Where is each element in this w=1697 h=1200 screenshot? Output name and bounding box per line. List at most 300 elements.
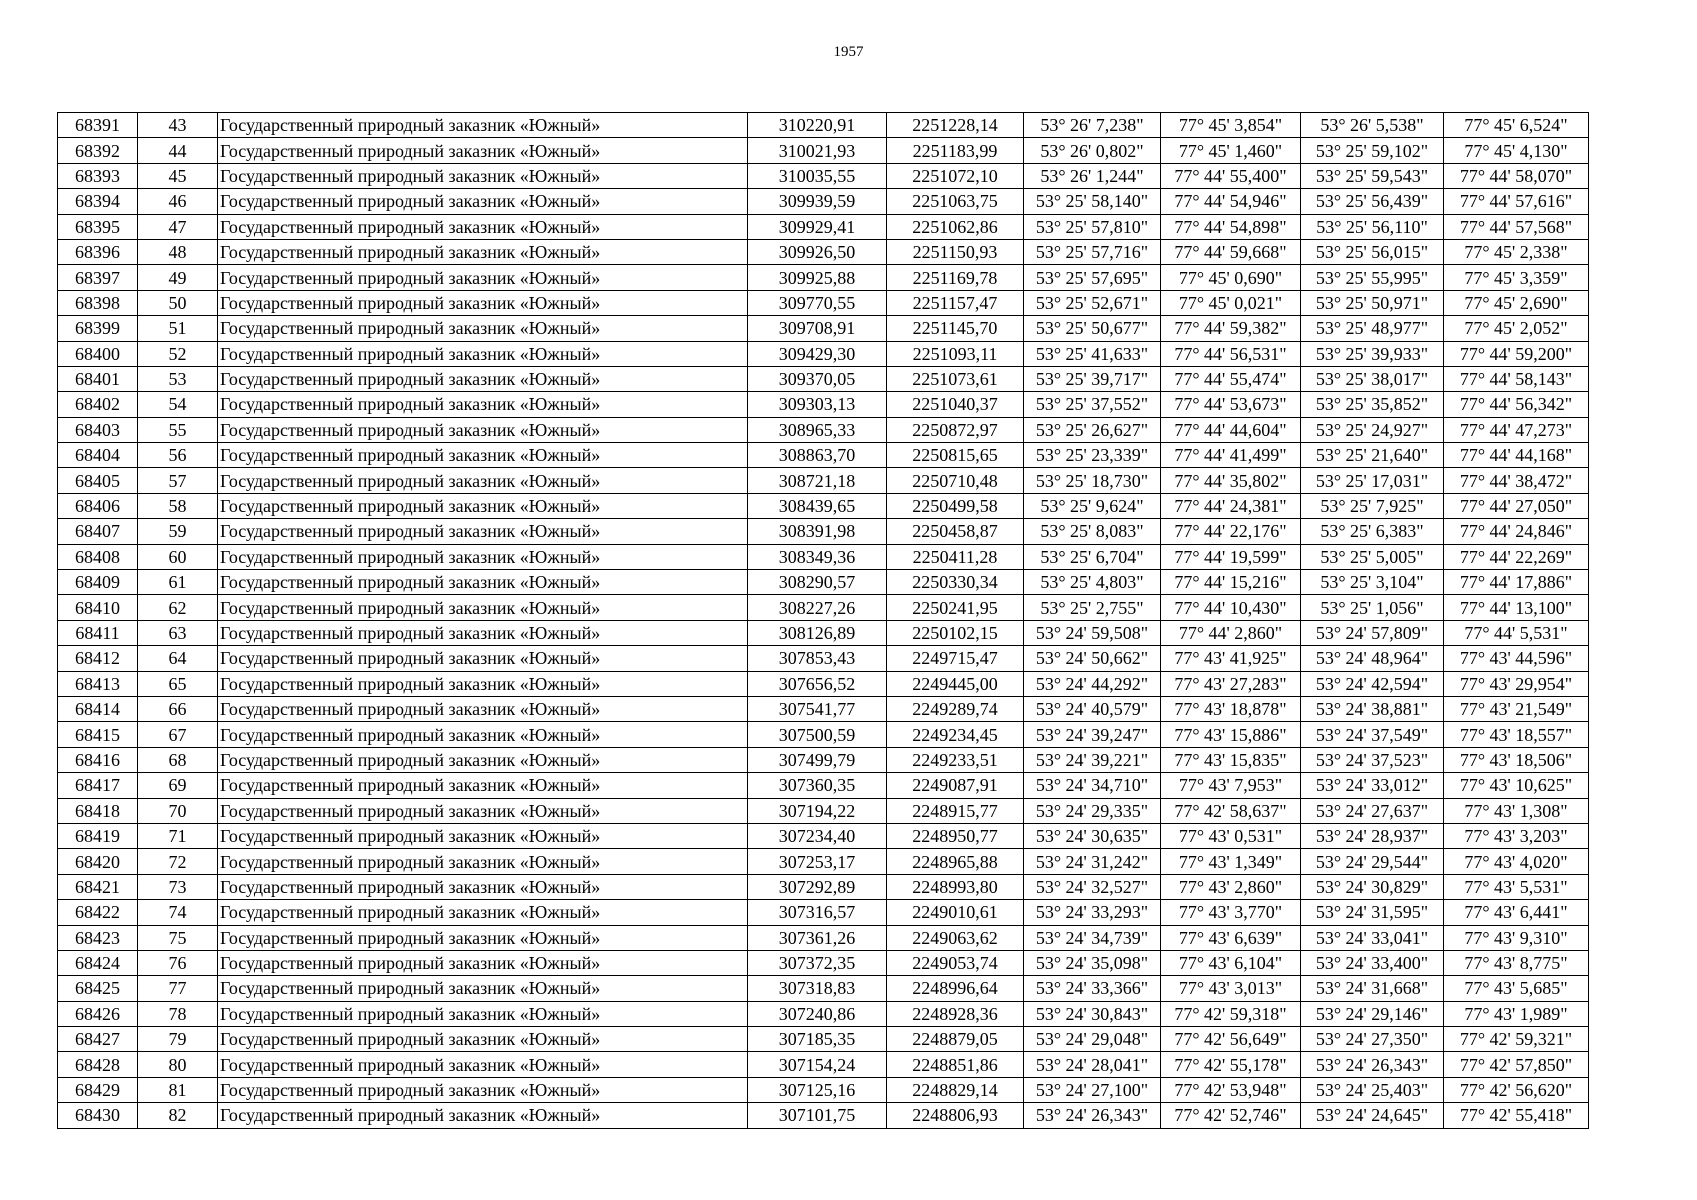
cell-area-name: Государственный природный заказник «Южный» <box>218 823 748 848</box>
cell-longitude-1: 77° 44' 19,599" <box>1161 544 1301 569</box>
cell-y-coordinate: 2250458,87 <box>887 519 1024 544</box>
cell-longitude-1: 77° 45' 0,021" <box>1161 290 1301 315</box>
cell-area-name: Государственный природный заказник «Южный» <box>218 747 748 772</box>
cell-point-number: 64 <box>138 646 218 671</box>
cell-latitude-2: 53° 25' 35,852" <box>1301 392 1444 417</box>
cell-area-name: Государственный природный заказник «Южный» <box>218 493 748 518</box>
cell-x-coordinate: 307154,24 <box>748 1052 887 1077</box>
cell-area-name: Государственный природный заказник «Южный» <box>218 468 748 493</box>
cell-area-name: Государственный природный заказник «Южный» <box>218 366 748 391</box>
table-row <box>58 646 1589 671</box>
cell-point-number: 72 <box>138 849 218 874</box>
cell-x-coordinate: 309925,88 <box>748 265 887 290</box>
cell-longitude-2: 77° 44' 57,616" <box>1444 189 1589 214</box>
cell-latitude-1: 53° 24' 40,579" <box>1024 696 1161 721</box>
cell-record-id: 68399 <box>58 316 138 341</box>
cell-latitude-1: 53° 25' 18,730" <box>1024 468 1161 493</box>
cell-area-name: Государственный природный заказник «Южный» <box>218 214 748 239</box>
table-row <box>58 113 1589 138</box>
table-row <box>58 595 1589 620</box>
cell-longitude-2: 77° 44' 27,050" <box>1444 493 1589 518</box>
cell-area-name: Государственный природный заказник «Южный» <box>218 163 748 188</box>
table-row <box>58 1052 1589 1077</box>
cell-record-id: 68424 <box>58 950 138 975</box>
cell-area-name: Государственный природный заказник «Южный» <box>218 874 748 899</box>
cell-latitude-1: 53° 25' 2,755" <box>1024 595 1161 620</box>
cell-record-id: 68393 <box>58 163 138 188</box>
cell-latitude-1: 53° 25' 57,716" <box>1024 239 1161 264</box>
cell-y-coordinate: 2251073,61 <box>887 366 1024 391</box>
cell-longitude-2: 77° 45' 4,130" <box>1444 138 1589 163</box>
cell-record-id: 68416 <box>58 747 138 772</box>
cell-longitude-1: 77° 43' 15,835" <box>1161 747 1301 772</box>
cell-longitude-2: 77° 43' 5,531" <box>1444 874 1589 899</box>
cell-longitude-1: 77° 43' 41,925" <box>1161 646 1301 671</box>
cell-longitude-1: 77° 42' 58,637" <box>1161 798 1301 823</box>
table-row <box>58 1103 1589 1128</box>
cell-y-coordinate: 2251072,10 <box>887 163 1024 188</box>
cell-y-coordinate: 2250241,95 <box>887 595 1024 620</box>
cell-record-id: 68415 <box>58 722 138 747</box>
cell-latitude-1: 53° 25' 41,633" <box>1024 341 1161 366</box>
cell-record-id: 68408 <box>58 544 138 569</box>
cell-point-number: 75 <box>138 925 218 950</box>
cell-x-coordinate: 307360,35 <box>748 773 887 798</box>
cell-x-coordinate: 307316,57 <box>748 900 887 925</box>
cell-record-id: 68400 <box>58 341 138 366</box>
cell-area-name: Государственный природный заказник «Южный» <box>218 443 748 468</box>
cell-longitude-2: 77° 43' 10,625" <box>1444 773 1589 798</box>
cell-x-coordinate: 307372,35 <box>748 950 887 975</box>
table-row <box>58 163 1589 188</box>
cell-latitude-2: 53° 25' 1,056" <box>1301 595 1444 620</box>
table-row <box>58 620 1589 645</box>
cell-longitude-1: 77° 44' 44,604" <box>1161 417 1301 442</box>
cell-latitude-1: 53° 25' 4,803" <box>1024 570 1161 595</box>
cell-longitude-1: 77° 43' 3,013" <box>1161 976 1301 1001</box>
cell-latitude-1: 53° 25' 37,552" <box>1024 392 1161 417</box>
cell-y-coordinate: 2249087,91 <box>887 773 1024 798</box>
table-row <box>58 925 1589 950</box>
cell-latitude-2: 53° 24' 24,645" <box>1301 1103 1444 1128</box>
cell-record-id: 68397 <box>58 265 138 290</box>
cell-y-coordinate: 2251150,93 <box>887 239 1024 264</box>
cell-area-name: Государственный природный заказник «Южный» <box>218 1001 748 1026</box>
cell-latitude-2: 53° 24' 28,937" <box>1301 823 1444 848</box>
cell-x-coordinate: 309370,05 <box>748 366 887 391</box>
cell-longitude-1: 77° 42' 53,948" <box>1161 1077 1301 1102</box>
cell-x-coordinate: 308126,89 <box>748 620 887 645</box>
cell-longitude-2: 77° 44' 22,269" <box>1444 544 1589 569</box>
cell-area-name: Государственный природный заказник «Южный» <box>218 646 748 671</box>
cell-record-id: 68423 <box>58 925 138 950</box>
cell-y-coordinate: 2249289,74 <box>887 696 1024 721</box>
cell-latitude-1: 53° 24' 34,710" <box>1024 773 1161 798</box>
cell-longitude-1: 77° 43' 0,531" <box>1161 823 1301 848</box>
cell-y-coordinate: 2251040,37 <box>887 392 1024 417</box>
cell-latitude-2: 53° 24' 33,041" <box>1301 925 1444 950</box>
cell-latitude-2: 53° 25' 39,933" <box>1301 341 1444 366</box>
cell-record-id: 68425 <box>58 976 138 1001</box>
table-row <box>58 544 1589 569</box>
cell-latitude-1: 53° 25' 50,677" <box>1024 316 1161 341</box>
cell-point-number: 71 <box>138 823 218 848</box>
table-row <box>58 443 1589 468</box>
cell-area-name: Государственный природный заказник «Южный» <box>218 138 748 163</box>
table-row <box>58 976 1589 1001</box>
cell-latitude-1: 53° 24' 33,293" <box>1024 900 1161 925</box>
cell-latitude-2: 53° 24' 57,809" <box>1301 620 1444 645</box>
cell-y-coordinate: 2248965,88 <box>887 849 1024 874</box>
cell-latitude-1: 53° 24' 26,343" <box>1024 1103 1161 1128</box>
cell-x-coordinate: 308391,98 <box>748 519 887 544</box>
cell-point-number: 76 <box>138 950 218 975</box>
cell-area-name: Государственный природный заказник «Южный» <box>218 671 748 696</box>
cell-record-id: 68418 <box>58 798 138 823</box>
cell-record-id: 68419 <box>58 823 138 848</box>
cell-record-id: 68404 <box>58 443 138 468</box>
cell-longitude-2: 77° 43' 44,596" <box>1444 646 1589 671</box>
cell-latitude-2: 53° 25' 55,995" <box>1301 265 1444 290</box>
cell-record-id: 68392 <box>58 138 138 163</box>
table-row <box>58 392 1589 417</box>
cell-longitude-1: 77° 44' 53,673" <box>1161 392 1301 417</box>
cell-longitude-1: 77° 43' 15,886" <box>1161 722 1301 747</box>
cell-latitude-2: 53° 26' 5,538" <box>1301 113 1444 138</box>
cell-latitude-1: 53° 24' 39,221" <box>1024 747 1161 772</box>
cell-latitude-2: 53° 25' 7,925" <box>1301 493 1444 518</box>
cell-latitude-1: 53° 25' 9,624" <box>1024 493 1161 518</box>
cell-longitude-2: 77° 43' 1,989" <box>1444 1001 1589 1026</box>
cell-y-coordinate: 2249234,45 <box>887 722 1024 747</box>
cell-x-coordinate: 308863,70 <box>748 443 887 468</box>
cell-record-id: 68420 <box>58 849 138 874</box>
cell-point-number: 59 <box>138 519 218 544</box>
cell-latitude-1: 53° 24' 35,098" <box>1024 950 1161 975</box>
cell-y-coordinate: 2249233,51 <box>887 747 1024 772</box>
cell-y-coordinate: 2250102,15 <box>887 620 1024 645</box>
cell-longitude-1: 77° 42' 56,649" <box>1161 1027 1301 1052</box>
cell-latitude-2: 53° 24' 42,594" <box>1301 671 1444 696</box>
cell-latitude-1: 53° 25' 6,704" <box>1024 544 1161 569</box>
table-row <box>58 671 1589 696</box>
cell-point-number: 48 <box>138 239 218 264</box>
cell-longitude-2: 77° 44' 5,531" <box>1444 620 1589 645</box>
cell-x-coordinate: 307194,22 <box>748 798 887 823</box>
cell-y-coordinate: 2249010,61 <box>887 900 1024 925</box>
cell-x-coordinate: 310035,55 <box>748 163 887 188</box>
cell-point-number: 60 <box>138 544 218 569</box>
cell-longitude-2: 77° 45' 6,524" <box>1444 113 1589 138</box>
cell-longitude-2: 77° 44' 57,568" <box>1444 214 1589 239</box>
cell-longitude-1: 77° 44' 10,430" <box>1161 595 1301 620</box>
cell-y-coordinate: 2251063,75 <box>887 189 1024 214</box>
cell-point-number: 67 <box>138 722 218 747</box>
cell-area-name: Государственный природный заказник «Южный» <box>218 316 748 341</box>
cell-longitude-1: 77° 45' 1,460" <box>1161 138 1301 163</box>
cell-record-id: 68427 <box>58 1027 138 1052</box>
table-row <box>58 493 1589 518</box>
cell-point-number: 79 <box>138 1027 218 1052</box>
cell-record-id: 68405 <box>58 468 138 493</box>
cell-y-coordinate: 2248829,14 <box>887 1077 1024 1102</box>
cell-x-coordinate: 307541,77 <box>748 696 887 721</box>
cell-longitude-1: 77° 45' 3,854" <box>1161 113 1301 138</box>
cell-latitude-1: 53° 24' 30,635" <box>1024 823 1161 848</box>
cell-longitude-1: 77° 45' 0,690" <box>1161 265 1301 290</box>
cell-y-coordinate: 2248806,93 <box>887 1103 1024 1128</box>
cell-record-id: 68391 <box>58 113 138 138</box>
cell-longitude-1: 77° 44' 54,898" <box>1161 214 1301 239</box>
cell-y-coordinate: 2251157,47 <box>887 290 1024 315</box>
cell-point-number: 58 <box>138 493 218 518</box>
cell-area-name: Государственный природный заказник «Южный» <box>218 519 748 544</box>
cell-point-number: 52 <box>138 341 218 366</box>
table-row <box>58 747 1589 772</box>
cell-point-number: 62 <box>138 595 218 620</box>
cell-longitude-2: 77° 43' 6,441" <box>1444 900 1589 925</box>
cell-longitude-2: 77° 43' 18,506" <box>1444 747 1589 772</box>
cell-longitude-1: 77° 43' 27,283" <box>1161 671 1301 696</box>
cell-record-id: 68398 <box>58 290 138 315</box>
cell-latitude-1: 53° 24' 44,292" <box>1024 671 1161 696</box>
cell-latitude-1: 53° 24' 32,527" <box>1024 874 1161 899</box>
cell-longitude-1: 77° 44' 59,668" <box>1161 239 1301 264</box>
cell-area-name: Государственный природный заказник «Южный» <box>218 1077 748 1102</box>
cell-longitude-2: 77° 44' 56,342" <box>1444 392 1589 417</box>
cell-point-number: 54 <box>138 392 218 417</box>
cell-longitude-2: 77° 42' 56,620" <box>1444 1077 1589 1102</box>
cell-latitude-2: 53° 25' 56,110" <box>1301 214 1444 239</box>
cell-longitude-2: 77° 43' 21,549" <box>1444 696 1589 721</box>
cell-record-id: 68401 <box>58 366 138 391</box>
cell-point-number: 68 <box>138 747 218 772</box>
cell-latitude-1: 53° 24' 59,508" <box>1024 620 1161 645</box>
table-row <box>58 341 1589 366</box>
cell-x-coordinate: 307361,26 <box>748 925 887 950</box>
cell-latitude-2: 53° 24' 37,523" <box>1301 747 1444 772</box>
cell-latitude-2: 53° 24' 38,881" <box>1301 696 1444 721</box>
cell-latitude-2: 53° 25' 38,017" <box>1301 366 1444 391</box>
cell-latitude-2: 53° 25' 6,383" <box>1301 519 1444 544</box>
cell-x-coordinate: 307234,40 <box>748 823 887 848</box>
cell-area-name: Государственный природный заказник «Южный» <box>218 976 748 1001</box>
cell-latitude-2: 53° 24' 33,400" <box>1301 950 1444 975</box>
cell-latitude-2: 53° 24' 31,595" <box>1301 900 1444 925</box>
cell-x-coordinate: 308349,36 <box>748 544 887 569</box>
cell-area-name: Государственный природный заказник «Южный» <box>218 773 748 798</box>
cell-point-number: 66 <box>138 696 218 721</box>
cell-longitude-1: 77° 44' 15,216" <box>1161 570 1301 595</box>
cell-longitude-2: 77° 44' 59,200" <box>1444 341 1589 366</box>
cell-y-coordinate: 2248928,36 <box>887 1001 1024 1026</box>
cell-latitude-1: 53° 26' 0,802" <box>1024 138 1161 163</box>
cell-latitude-2: 53° 25' 59,102" <box>1301 138 1444 163</box>
cell-longitude-2: 77° 44' 24,846" <box>1444 519 1589 544</box>
cell-y-coordinate: 2248993,80 <box>887 874 1024 899</box>
cell-record-id: 68426 <box>58 1001 138 1026</box>
cell-point-number: 74 <box>138 900 218 925</box>
cell-y-coordinate: 2250411,28 <box>887 544 1024 569</box>
cell-x-coordinate: 307240,86 <box>748 1001 887 1026</box>
cell-y-coordinate: 2250499,58 <box>887 493 1024 518</box>
cell-point-number: 53 <box>138 366 218 391</box>
cell-latitude-1: 53° 24' 30,843" <box>1024 1001 1161 1026</box>
cell-x-coordinate: 307499,79 <box>748 747 887 772</box>
cell-area-name: Государственный природный заказник «Южный» <box>218 189 748 214</box>
cell-latitude-2: 53° 25' 56,015" <box>1301 239 1444 264</box>
cell-area-name: Государственный природный заказник «Южный» <box>218 239 748 264</box>
cell-point-number: 51 <box>138 316 218 341</box>
cell-longitude-2: 77° 44' 44,168" <box>1444 443 1589 468</box>
table-row <box>58 1001 1589 1026</box>
cell-longitude-1: 77° 43' 3,770" <box>1161 900 1301 925</box>
cell-point-number: 81 <box>138 1077 218 1102</box>
cell-record-id: 68402 <box>58 392 138 417</box>
cell-area-name: Государственный природный заказник «Южный» <box>218 798 748 823</box>
cell-latitude-2: 53° 24' 29,146" <box>1301 1001 1444 1026</box>
cell-y-coordinate: 2248996,64 <box>887 976 1024 1001</box>
table-row <box>58 366 1589 391</box>
cell-area-name: Государственный природный заказник «Южный» <box>218 1103 748 1128</box>
cell-longitude-2: 77° 44' 58,143" <box>1444 366 1589 391</box>
cell-point-number: 69 <box>138 773 218 798</box>
cell-record-id: 68417 <box>58 773 138 798</box>
cell-y-coordinate: 2248879,05 <box>887 1027 1024 1052</box>
cell-x-coordinate: 307656,52 <box>748 671 887 696</box>
cell-record-id: 68428 <box>58 1052 138 1077</box>
coordinates-table <box>57 112 1589 1129</box>
cell-longitude-2: 77° 44' 13,100" <box>1444 595 1589 620</box>
cell-longitude-2: 77° 44' 38,472" <box>1444 468 1589 493</box>
cell-latitude-2: 53° 25' 21,640" <box>1301 443 1444 468</box>
cell-longitude-2: 77° 45' 2,690" <box>1444 290 1589 315</box>
table-row <box>58 900 1589 925</box>
cell-point-number: 55 <box>138 417 218 442</box>
cell-record-id: 68430 <box>58 1103 138 1128</box>
cell-latitude-2: 53° 24' 37,549" <box>1301 722 1444 747</box>
cell-latitude-1: 53° 24' 29,335" <box>1024 798 1161 823</box>
cell-x-coordinate: 310220,91 <box>748 113 887 138</box>
cell-longitude-1: 77° 42' 59,318" <box>1161 1001 1301 1026</box>
cell-record-id: 68413 <box>58 671 138 696</box>
cell-y-coordinate: 2251183,99 <box>887 138 1024 163</box>
cell-point-number: 77 <box>138 976 218 1001</box>
table-row <box>58 849 1589 874</box>
cell-latitude-2: 53° 25' 48,977" <box>1301 316 1444 341</box>
table-row <box>58 214 1589 239</box>
cell-x-coordinate: 309929,41 <box>748 214 887 239</box>
cell-latitude-1: 53° 25' 8,083" <box>1024 519 1161 544</box>
table-row <box>58 417 1589 442</box>
cell-latitude-2: 53° 24' 27,350" <box>1301 1027 1444 1052</box>
cell-area-name: Государственный природный заказник «Южный» <box>218 392 748 417</box>
cell-latitude-2: 53° 25' 50,971" <box>1301 290 1444 315</box>
cell-record-id: 68414 <box>58 696 138 721</box>
table-row <box>58 519 1589 544</box>
cell-x-coordinate: 307125,16 <box>748 1077 887 1102</box>
cell-x-coordinate: 307292,89 <box>748 874 887 899</box>
cell-latitude-2: 53° 25' 5,005" <box>1301 544 1444 569</box>
cell-point-number: 82 <box>138 1103 218 1128</box>
cell-y-coordinate: 2248915,77 <box>887 798 1024 823</box>
table-row <box>58 239 1589 264</box>
table-row <box>58 316 1589 341</box>
cell-record-id: 68396 <box>58 239 138 264</box>
cell-longitude-1: 77° 43' 1,349" <box>1161 849 1301 874</box>
cell-longitude-2: 77° 43' 4,020" <box>1444 849 1589 874</box>
cell-latitude-2: 53° 24' 27,637" <box>1301 798 1444 823</box>
cell-point-number: 44 <box>138 138 218 163</box>
cell-x-coordinate: 307101,75 <box>748 1103 887 1128</box>
cell-x-coordinate: 308439,65 <box>748 493 887 518</box>
cell-y-coordinate: 2251169,78 <box>887 265 1024 290</box>
cell-point-number: 45 <box>138 163 218 188</box>
cell-x-coordinate: 309303,13 <box>748 392 887 417</box>
cell-point-number: 49 <box>138 265 218 290</box>
cell-x-coordinate: 307500,59 <box>748 722 887 747</box>
table-row <box>58 290 1589 315</box>
cell-latitude-2: 53° 24' 29,544" <box>1301 849 1444 874</box>
cell-longitude-2: 77° 42' 55,418" <box>1444 1103 1589 1128</box>
cell-latitude-1: 53° 24' 34,739" <box>1024 925 1161 950</box>
cell-record-id: 68429 <box>58 1077 138 1102</box>
cell-x-coordinate: 309939,59 <box>748 189 887 214</box>
cell-longitude-1: 77° 42' 52,746" <box>1161 1103 1301 1128</box>
table-row <box>58 265 1589 290</box>
cell-y-coordinate: 2250815,65 <box>887 443 1024 468</box>
cell-x-coordinate: 307185,35 <box>748 1027 887 1052</box>
cell-longitude-1: 77° 43' 6,639" <box>1161 925 1301 950</box>
cell-longitude-2: 77° 43' 18,557" <box>1444 722 1589 747</box>
cell-latitude-2: 53° 24' 31,668" <box>1301 976 1444 1001</box>
table-row <box>58 138 1589 163</box>
cell-longitude-2: 77° 44' 58,070" <box>1444 163 1589 188</box>
cell-latitude-1: 53° 24' 31,242" <box>1024 849 1161 874</box>
cell-point-number: 47 <box>138 214 218 239</box>
cell-latitude-1: 53° 25' 57,695" <box>1024 265 1161 290</box>
cell-y-coordinate: 2248851,86 <box>887 1052 1024 1077</box>
cell-longitude-1: 77° 44' 2,860" <box>1161 620 1301 645</box>
cell-area-name: Государственный природный заказник «Южный» <box>218 925 748 950</box>
cell-longitude-1: 77° 44' 41,499" <box>1161 443 1301 468</box>
cell-longitude-2: 77° 45' 2,052" <box>1444 316 1589 341</box>
cell-record-id: 68412 <box>58 646 138 671</box>
cell-latitude-1: 53° 24' 33,366" <box>1024 976 1161 1001</box>
cell-longitude-2: 77° 44' 47,273" <box>1444 417 1589 442</box>
cell-area-name: Государственный природный заказник «Южный» <box>218 341 748 366</box>
cell-longitude-2: 77° 45' 3,359" <box>1444 265 1589 290</box>
cell-latitude-2: 53° 24' 26,343" <box>1301 1052 1444 1077</box>
cell-y-coordinate: 2250330,34 <box>887 570 1024 595</box>
cell-latitude-1: 53° 25' 52,671" <box>1024 290 1161 315</box>
table-row <box>58 468 1589 493</box>
table-row <box>58 773 1589 798</box>
cell-record-id: 68406 <box>58 493 138 518</box>
cell-point-number: 78 <box>138 1001 218 1026</box>
cell-latitude-1: 53° 24' 29,048" <box>1024 1027 1161 1052</box>
cell-x-coordinate: 308290,57 <box>748 570 887 595</box>
cell-point-number: 43 <box>138 113 218 138</box>
cell-y-coordinate: 2251062,86 <box>887 214 1024 239</box>
cell-latitude-2: 53° 25' 56,439" <box>1301 189 1444 214</box>
cell-record-id: 68403 <box>58 417 138 442</box>
table-row <box>58 823 1589 848</box>
table-body <box>58 113 1589 1129</box>
cell-point-number: 80 <box>138 1052 218 1077</box>
cell-longitude-1: 77° 44' 55,400" <box>1161 163 1301 188</box>
cell-x-coordinate: 309770,55 <box>748 290 887 315</box>
